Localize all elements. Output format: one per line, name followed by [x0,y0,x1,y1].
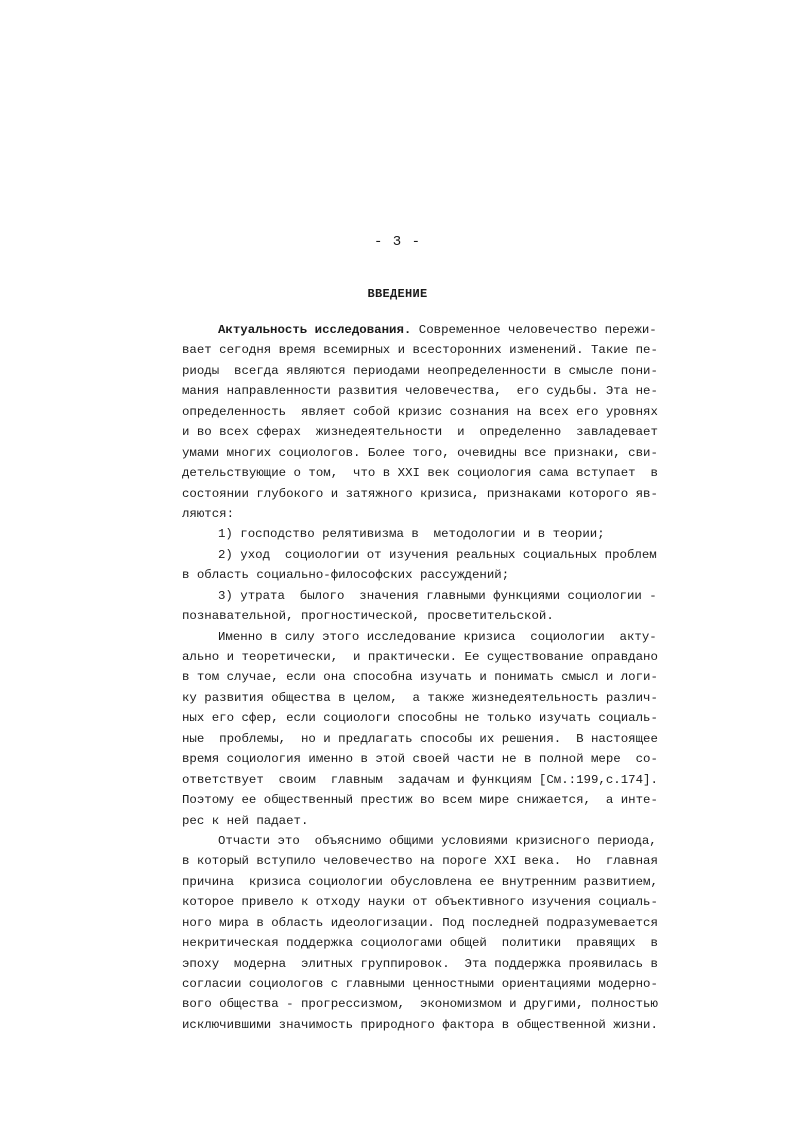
list-item: 3) утрата былого значения главными функциями социологии - [218,588,657,603]
text-line: согласии социологов с главными ценностными ориентациями модерно- [182,977,658,991]
text-line: умами многих социологов. Более того, очевидны все признаки, сви- [182,445,658,460]
text-body [182,320,658,1035]
list-item: 1) господство релятивизма в методологии и в теории; [218,527,605,542]
text-line: эпоху модерна элитных группировок. Эта поддержка проявилась в [182,956,658,971]
text-line: определенность являет собой кризис сознания на всех его уровнях [182,404,658,419]
text-line: рес к ней падает. [182,813,309,828]
list-item: 2) уход социологии от изучения реальных социальных проблем [218,547,657,562]
text-line: в том случае, если она способна изучать и понимать смысл и логи- [182,670,658,685]
heading-run: Актуальность исследования. [218,323,412,337]
text-line: вает сегодня время всемирных и всесторонних изменений. Такие пе- [182,343,658,358]
text-run: Современное человечество пережи- [411,323,657,337]
text-line: ально и теоретически, и практически. Ее существование оправдано [182,650,658,664]
text-line: ного мира в область идеологизации. Под последней подразумевается [182,915,658,930]
text-line: Отчасти это объяснимо общими условиями кризисного периода, [218,833,657,848]
text-line: ных его сфер, если социологи способны не только изучать социаль- [182,711,658,726]
text-line: причина кризиса социологии обусловлена ее внутренним развитием, [182,874,658,889]
text-line: исключившими значимость природного фактора в общественной жизни. [182,1017,658,1032]
text-line: детельствующие о том, что в XXI век социология сама вступает в [182,466,658,481]
text-line: ку развития общества в целом, а также жизнедеятельность различ- [182,690,658,705]
text-line: Поэтому ее общественный престиж во всем мире снижается, а инте- [182,793,658,808]
text-line: состоянии глубокого и затяжного кризиса, признаками которого яв- [182,486,658,501]
text-line: вого общества - прогрессизмом, экономизмом и другими, полностью [182,997,658,1012]
text-line: Именно в силу этого исследование кризиса социологии акту- [218,629,657,644]
text-line: в который вступило человечество на пороге XXI века. Но главная [182,854,658,869]
text-line: риоды всегда являются периодами неопределенности в смысле пони- [182,363,658,378]
text-line: познавательной, прогностической, просветительской. [182,609,554,624]
text-line: и во всех сферах жизнедеятельности и определенно завладевает [182,425,658,440]
text-line: время социология именно в этой своей части не в полной мере со- [182,752,658,767]
text-line: которое привело к отходу науки от объективного изучения социаль- [182,895,658,910]
text-line [182,320,657,340]
page-number: - 3 - [373,234,421,250]
text-line: ответствует своим главным задачам и функциям [См.:199,с.174]. [182,772,658,787]
section-title: ВВЕДЕНИЕ [367,287,428,301]
text-line: некритическая поддержка социологами общей политики правящих в [182,936,658,951]
text-line: ляются: [182,506,235,521]
text-line: в область социально-философских рассуждений; [182,568,510,583]
text-line: ные проблемы, но и предлагать способы их решения. В настоящее [182,731,658,746]
text-line: мания направленности развития человечества, его судьбы. Эта не- [182,384,658,399]
